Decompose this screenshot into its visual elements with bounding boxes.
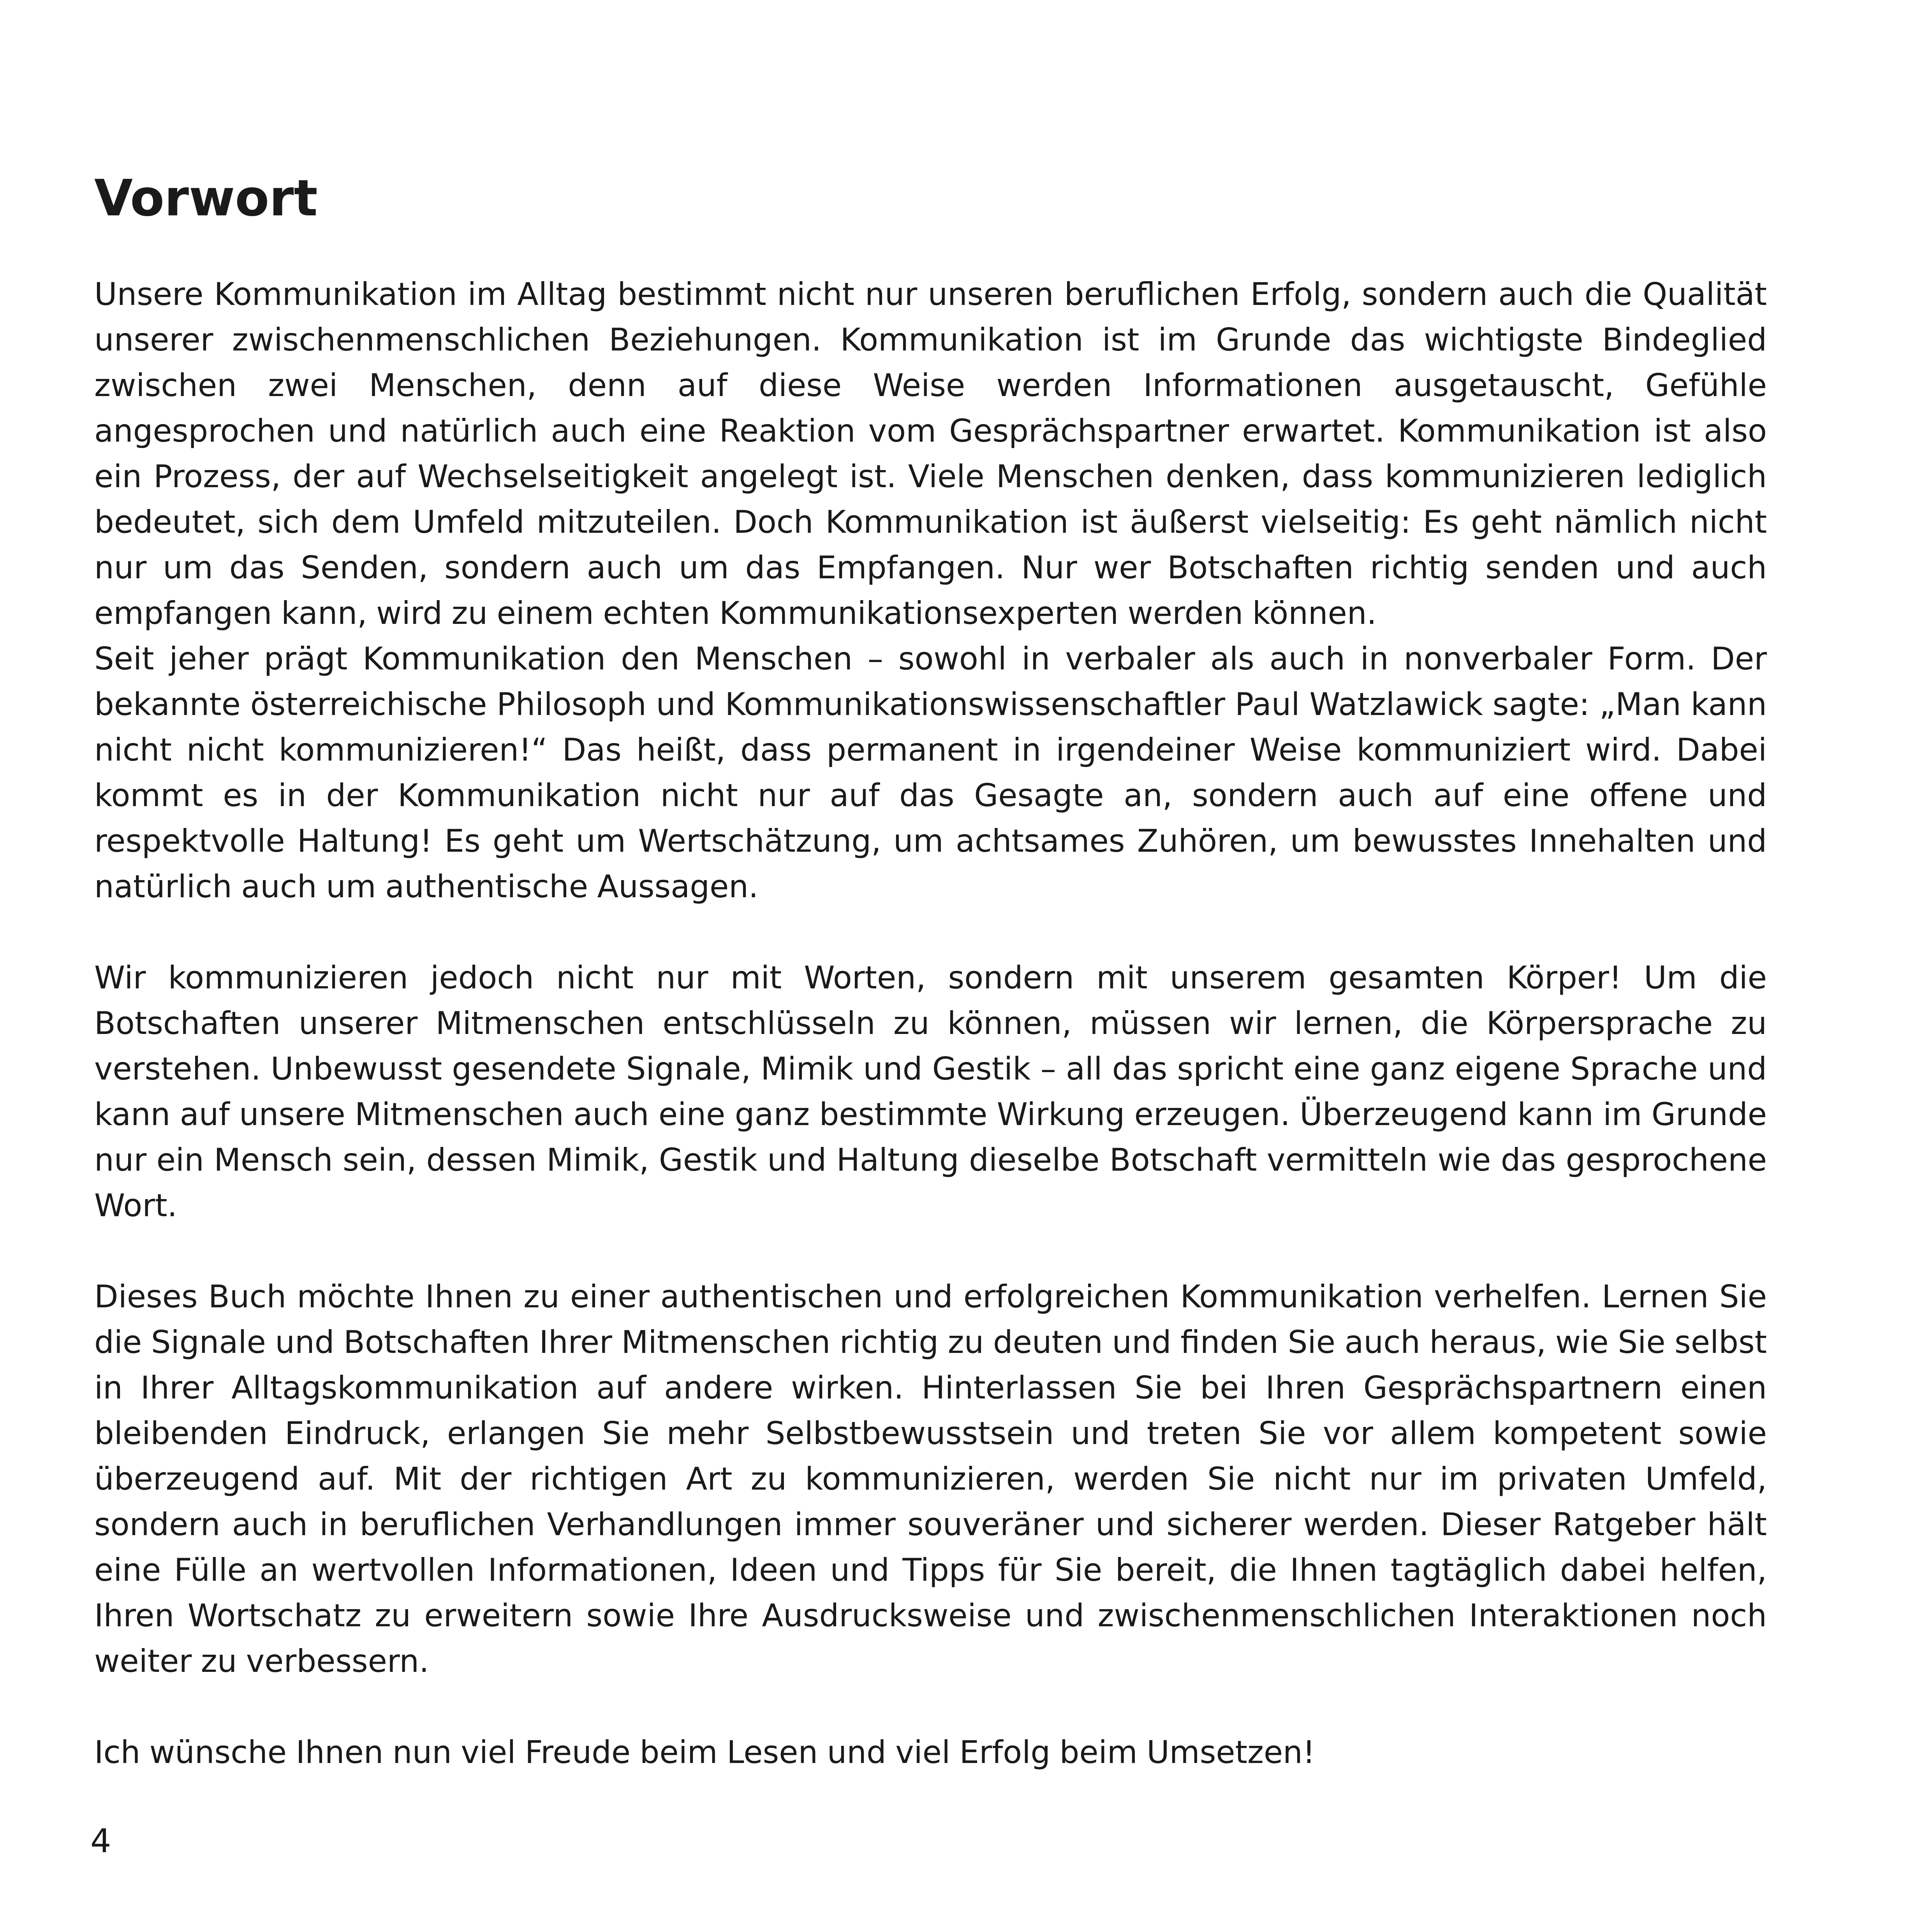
- paragraph-spacer: [94, 1228, 1767, 1274]
- paragraph-intro: Unsere Kommunikation im Alltag bestimmt nicht nur unseren beruflichen Erfolg, sondern auch die Qualität unserer zwischenmenschlichen Beziehungen. Kommunikation ist im Grunde das wichtigste Bindeglied zwischen zwei Menschen, denn auf diese Weise werden Informationen ausgetauscht, Gefühle angesprochen und natürlich auch eine Reaktion vom Gesprächspartner erwartet. Kommunikation ist also ein Prozess, der auf Wechselseitigkeit angelegt ist. Viele Menschen denken, dass kommunizieren lediglich bedeutet, sich dem Umfeld mitzuteilen. Doch Kommunikation ist äußerst vielseitig: Es geht nämlich nicht nur um das Senden, sondern auch um das Empfangen. Nur wer Botschaften richtig senden und auch empfangen kann, wird zu einem echten Kommunikationsexperten werden können.: [94, 276, 1767, 631]
- paragraph-spacer: [94, 909, 1767, 955]
- paragraph-closing: Ich wünsche Ihnen nun viel Freude beim Lesen und viel Erfolg beim Umsetzen!: [94, 1734, 1315, 1770]
- page-title: Vorwort: [94, 169, 318, 227]
- page-content: [94, 171, 1767, 1775]
- paragraph-book-purpose: Dieses Buch möchte Ihnen zu einer authentischen und erfolgreichen Kommunikation verhelfen. Lernen Sie die Signale und Botschaften Ihrer Mitmenschen richtig zu deuten und finden Sie auch heraus, wie Sie selbst in Ihrer Alltagskommunikation auf andere wirken. Hinterlassen Sie bei Ihren Gesprächspartnern einen bleibenden Eindruck, erlangen Sie mehr Selbstbewusstsein und treten Sie vor allem kompetent sowie überzeugend auf. Mit der richtigen Art zu kommunizieren, werden Sie nicht nur im privaten Umfeld, sondern auch in beruflichen Verhandlungen immer souveräner und sicherer werden. Dieser Ratgeber hält eine Fülle an wertvollen Informationen, Ideen und Tipps für Sie bereit, die Ihnen tagtäglich dabei helfen, Ihren Wortschatz zu erweitern sowie Ihre Ausdrucksweise und zwischenmenschlichen Interaktionen noch weiter zu verbessern.: [94, 1278, 1767, 1679]
- paragraph-watzlawick: Seit jeher prägt Kommunikation den Menschen – sowohl in verbaler als auch in nonverbaler Form. Der bekannte österreichische Philosoph und Kommunikationswissenschaftler Paul Watzlawick sagte: „Man kann nicht nicht kommunizieren!“ Das heißt, dass permanent in irgendeiner Weise kommuniziert wird. Dabei kommt es in der Kommunikation nicht nur auf das Gesagte an, sondern auch auf eine offene und respektvolle Haltung! Es geht um Wertschätzung, um achtsames Zuhören, um bewusstes Innehalten und natürlich auch um authentische Aussagen.: [94, 640, 1767, 905]
- paragraph-spacer: [94, 1684, 1767, 1729]
- paragraph-body-language: Wir kommunizieren jedoch nicht nur mit Worten, sondern mit unserem gesamten Körper! Um die Botschaften unserer Mitmenschen entschlüsseln zu können, müssen wir lernen, die Körpersprache zu verstehen. Unbewusst gesendete Signale, Mimik und Gestik – all das spricht eine ganz eigene Sprache und kann auf unsere Mitmenschen auch eine ganz bestimmte Wirkung erzeugen. Überzeugend kann im Grunde nur ein Mensch sein, dessen Mimik, Gestik und Haltung dieselbe Botschaft vermitteln wie das gesprochene Wort.: [94, 959, 1767, 1224]
- page-number: 4: [90, 1822, 111, 1860]
